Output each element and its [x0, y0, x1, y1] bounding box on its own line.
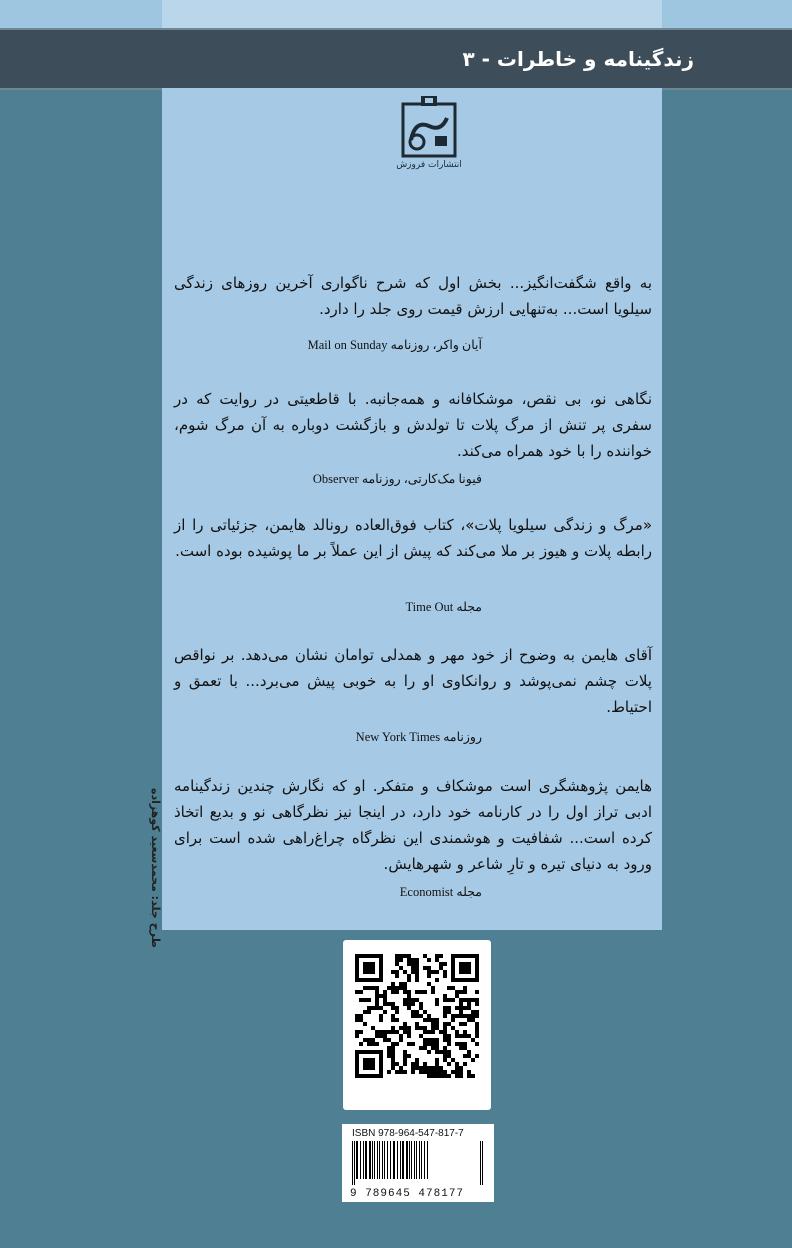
review-quote-3: «مرگ و زندگی سیلویا پلات»، کتاب فوق‌العاده رونالد هایمن، جزئیاتی را از رابطه پلات و هیوز بر ملا می‌کند که پیش از این عملاً بر ما پوشیده بوده است.: [174, 516, 652, 560]
review-source-5: مجله Economist: [399, 885, 482, 899]
review-source-3: مجله Time Out: [405, 600, 482, 614]
barcode-icon: [352, 1141, 484, 1185]
barcode-box: [342, 1124, 494, 1202]
review-source-4: روزنامه New York Times: [355, 730, 482, 744]
barcode-digits: 9 789645 478177: [350, 1188, 465, 1200]
publisher-logo: [384, 96, 474, 200]
review-quote-4: آقای هایمن به وضوح از خود مهر و همدلی توامان نشان می‌دهد. بر نواقص پلات چشم نمی‌پوشد و روانکاوی او را به خوبی پیش می‌برد... با تعمق و احتیاط.: [174, 646, 652, 716]
review-source-1: آیان واکر، روزنامه Mail on Sunday: [307, 338, 482, 352]
top-strip: [0, 0, 792, 28]
review-quote-5: هایمن پژوهشگری است موشکاف و متفکر. او که نگارش چندین زندگینامه ادبی تراز اول را در کارنامه خود دارد، در اینجا نیز نظرگاهی نو و بدیع اتخاذ کرده است... شفافیت و هوشمندی این نظرگاه چراغ‌راهی شده است برای ورود به دنیای تیره و تارِ شاعر و شهرهایش.: [174, 777, 652, 873]
review-quote-1: به واقع شگفت‌انگیز... بخش اول که شرح ناگواری آخرین روزهای زندگی سیلویا است... به‌تنهایی ارزش قیمت روی جلد را دارد.: [174, 274, 652, 318]
qr-code-box: [343, 940, 491, 1110]
isbn-text: ISBN 978-964-547-817-7: [352, 1128, 464, 1139]
series-bar: [0, 28, 792, 90]
cover-design-credit: طرح جلد: محمدسعید کوهزاده: [149, 788, 162, 948]
qr-code-icon: [355, 954, 479, 1078]
publisher-logo-icon: [401, 96, 457, 158]
series-title: زندگینامه و خاطرات - ۳: [462, 47, 694, 71]
review-source-2: فیونا مک‌کارتی، روزنامه Observer: [312, 472, 482, 486]
review-quote-2: نگاهی نو، بی نقص، موشکافانه و همه‌جانبه. با قاطعیتی در روایت که در سفری پر تنش از مرگ پلات تا تولدش و بازگشت دوباره به آن مرگ شوم، خواننده را با خود همراه می‌کند.: [174, 390, 652, 460]
top-strip-panel: [162, 0, 662, 28]
publisher-caption: انتشارات فروزش: [396, 160, 462, 170]
